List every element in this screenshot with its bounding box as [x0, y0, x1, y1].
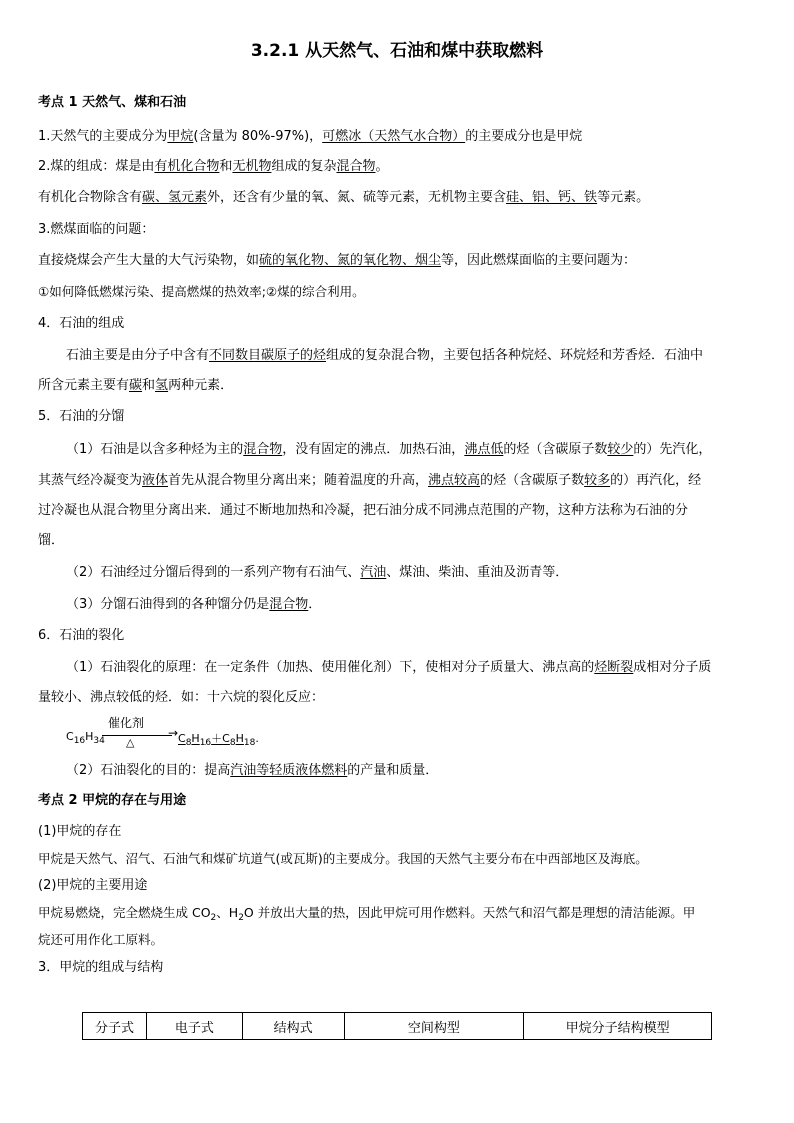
plus-sign: ＋ — [211, 732, 223, 745]
text: 、H — [216, 905, 239, 920]
text: ． — [308, 597, 322, 612]
text: H — [85, 730, 94, 743]
section-heading-1: 考点 1 天然气、煤和石油 — [38, 95, 187, 110]
paragraph-23: (2)甲烷的主要用途 — [38, 878, 148, 893]
text: 组成的复杂 — [271, 159, 337, 174]
underlined-text: 可燃冰（天然气水合物） — [322, 129, 466, 144]
underlined-text: 无机物 — [232, 159, 272, 174]
reaction-bar — [102, 735, 172, 736]
text: 等元素。 — [597, 190, 650, 205]
underlined-text: 沸点低 — [464, 442, 504, 457]
paragraph-17: 6．石油的裂化 — [38, 628, 125, 643]
paragraph-18 — [66, 659, 786, 677]
subscript: 8 — [229, 738, 236, 748]
reaction-arrow-icon: → — [168, 726, 179, 740]
underlined-text: 汽油等轻质液体燃料 — [230, 763, 348, 778]
text: 的烃（含碳原子数 — [503, 442, 608, 457]
product-1 — [178, 732, 256, 748]
text: C — [222, 732, 230, 745]
text: 成相对分子质 — [633, 660, 712, 675]
paragraph-11 — [66, 441, 786, 459]
paragraph-15 — [66, 564, 786, 582]
text: C — [178, 732, 186, 745]
text: . — [255, 732, 259, 745]
underlined-text: 硫的氧化物、氮的氧化物、烟尘 — [259, 253, 442, 268]
underlined-text: 有机化合物 — [154, 159, 220, 174]
text: 的）先汽化， — [633, 442, 712, 457]
text: 的产量和质量． — [347, 763, 439, 778]
text: O 并放出大量的热，因此甲烷可用作燃料。天然气和沼气都是理想的清洁能源。甲 — [243, 905, 696, 920]
underlined-text: 烃断裂 — [594, 660, 634, 675]
text: （1）石油是以含多种烃为主的 — [66, 442, 244, 457]
paragraph-25: 烷还可用作化工原料。 — [38, 932, 164, 947]
subscript: 16 — [199, 738, 212, 748]
text: H — [191, 732, 200, 745]
catalyst-label: 催化剂 — [108, 716, 145, 730]
paragraph-7: 4．石油的组成 — [38, 316, 125, 331]
text: 和 — [142, 378, 156, 393]
paragraph-20 — [66, 762, 786, 780]
text: H — [235, 732, 244, 745]
text: 组成的复杂混合物，主要包括各种烷烃、环烷烃和芳香烃．石油中 — [326, 348, 704, 363]
subscript: 2 — [238, 913, 244, 923]
table-header-cell: 甲烷分子结构模型 — [524, 1013, 712, 1040]
text: 有机化合物除含有 — [38, 190, 143, 205]
heat-condition: △ — [126, 736, 135, 749]
paragraph-8 — [66, 347, 786, 365]
table-header-cell: 空间构型 — [344, 1013, 524, 1040]
text: （2）石油经过分馏后得到的一系列产物有石油气、 — [66, 565, 361, 580]
methane-structure-table — [82, 1012, 712, 1040]
underlined-text: 不同数目碳原子的烃 — [209, 348, 327, 363]
table-header-cell: 结构式 — [242, 1013, 344, 1040]
paragraph-19: 量较小、沸点较低的烃．如：十六烷的裂化反应： — [38, 690, 325, 705]
paragraph-21: (1)甲烷的存在 — [38, 824, 122, 839]
text: 甲烷易燃烧，完全燃烧生成 CO — [38, 905, 211, 920]
subscript: 18 — [243, 738, 256, 748]
subscript: 8 — [185, 738, 192, 748]
text: 的烃（含碳原子数 — [480, 473, 585, 488]
text: 石油主要是由分子中含有 — [66, 348, 210, 363]
text: 外，还含有少量的氧、氮、硫等元素，无机物主要含 — [207, 190, 507, 205]
text: (含量为 80%-97%)， — [193, 129, 323, 144]
paragraph-1 — [38, 128, 758, 146]
paragraph-12 — [38, 472, 758, 490]
text: （1）石油裂化的原理：在一定条件（加热、使用催化剂）下，使相对分子质量大、沸点高的 — [66, 660, 595, 675]
paragraph-9 — [38, 377, 758, 395]
reactant-formula — [66, 730, 105, 746]
subscript: 2 — [210, 913, 217, 923]
table-header-cell: 分子式 — [83, 1013, 147, 1040]
cracking-equation — [66, 712, 366, 752]
text: （3）分馏石油得到的各种馏分仍是 — [66, 597, 270, 612]
text: 所含元素主要有 — [38, 378, 130, 393]
text: ，没有固定的沸点．加热石油， — [282, 442, 465, 457]
paragraph-4: 3.燃煤面临的问题： — [38, 222, 155, 237]
underlined-text: 汽油 — [360, 565, 387, 580]
underlined-text: 碳 — [129, 378, 143, 393]
page-title: 3.2.1 从天然气、石油和煤中获取燃料 — [250, 41, 544, 61]
paragraph-6: ①如何降低燃煤污染、提高燃煤的热效率;②煤的综合利用。 — [38, 284, 365, 299]
table-row — [83, 1013, 712, 1040]
paragraph-24 — [38, 904, 758, 927]
paragraph-5 — [38, 252, 758, 270]
underlined-text: 氢 — [155, 378, 169, 393]
text: 和 — [219, 159, 233, 174]
paragraph-22: 甲烷是天然气、沼气、石油气和煤矿坑道气(或瓦斯)的主要成分。我国的天然气主要分布在中西部地区及海底。 — [38, 851, 648, 866]
underlined-text: 混合物 — [336, 159, 376, 174]
subscript: 34 — [93, 736, 105, 746]
text: 其蒸气经冷凝变为 — [38, 473, 143, 488]
paragraph-13: 过冷凝也从混合物里分离出来．通过不断地加热和冷凝，把石油分成不同沸点范围的产物，这种方法称为石油的分 — [38, 503, 689, 518]
paragraph-16 — [66, 596, 786, 614]
text: 首先从混合物里分离出来；随着温度的升高， — [168, 473, 429, 488]
paragraph-14: 馏． — [38, 533, 65, 548]
paragraph-3 — [38, 189, 758, 207]
text: （2）石油裂化的目的：提高 — [66, 763, 231, 778]
text: 等，因此燃煤面临的主要问题为： — [441, 253, 637, 268]
text: 、煤油、柴油、重油及沥青等． — [386, 565, 569, 580]
underlined-text: 液体 — [142, 473, 169, 488]
paragraph-2 — [38, 158, 758, 176]
text: 两种元素． — [168, 378, 234, 393]
underlined-text: 混合物 — [243, 442, 283, 457]
paragraph-10: 5．石油的分馏 — [38, 409, 125, 424]
text: 直接烧煤会产生大量的大气污染物，如 — [38, 253, 260, 268]
text: C — [66, 730, 74, 743]
text: 1.天然气的主要成分为 — [38, 129, 168, 144]
text: 2.煤的组成：煤是由 — [38, 159, 155, 174]
underlined-text: 甲烷 — [167, 129, 194, 144]
subscript: 16 — [73, 736, 86, 746]
product-formula — [178, 730, 259, 748]
underlined-text: 碳、氢元素 — [142, 190, 208, 205]
section-heading-2: 考点 2 甲烷的存在与用途 — [38, 793, 187, 808]
underlined-text: 较少 — [607, 442, 634, 457]
underlined-text: 较多 — [584, 473, 611, 488]
paragraph-26: 3．甲烷的组成与结构 — [38, 960, 164, 975]
text: 的主要成分也是甲烷 — [465, 129, 583, 144]
underlined-text: 混合物 — [269, 597, 309, 612]
table-header-cell: 电子式 — [146, 1013, 242, 1040]
underlined-text: 沸点较高 — [428, 473, 481, 488]
text: 。 — [375, 159, 389, 174]
underlined-text: 硅、铝、钙、铁 — [506, 190, 598, 205]
text: 的）再汽化，经 — [610, 473, 702, 488]
